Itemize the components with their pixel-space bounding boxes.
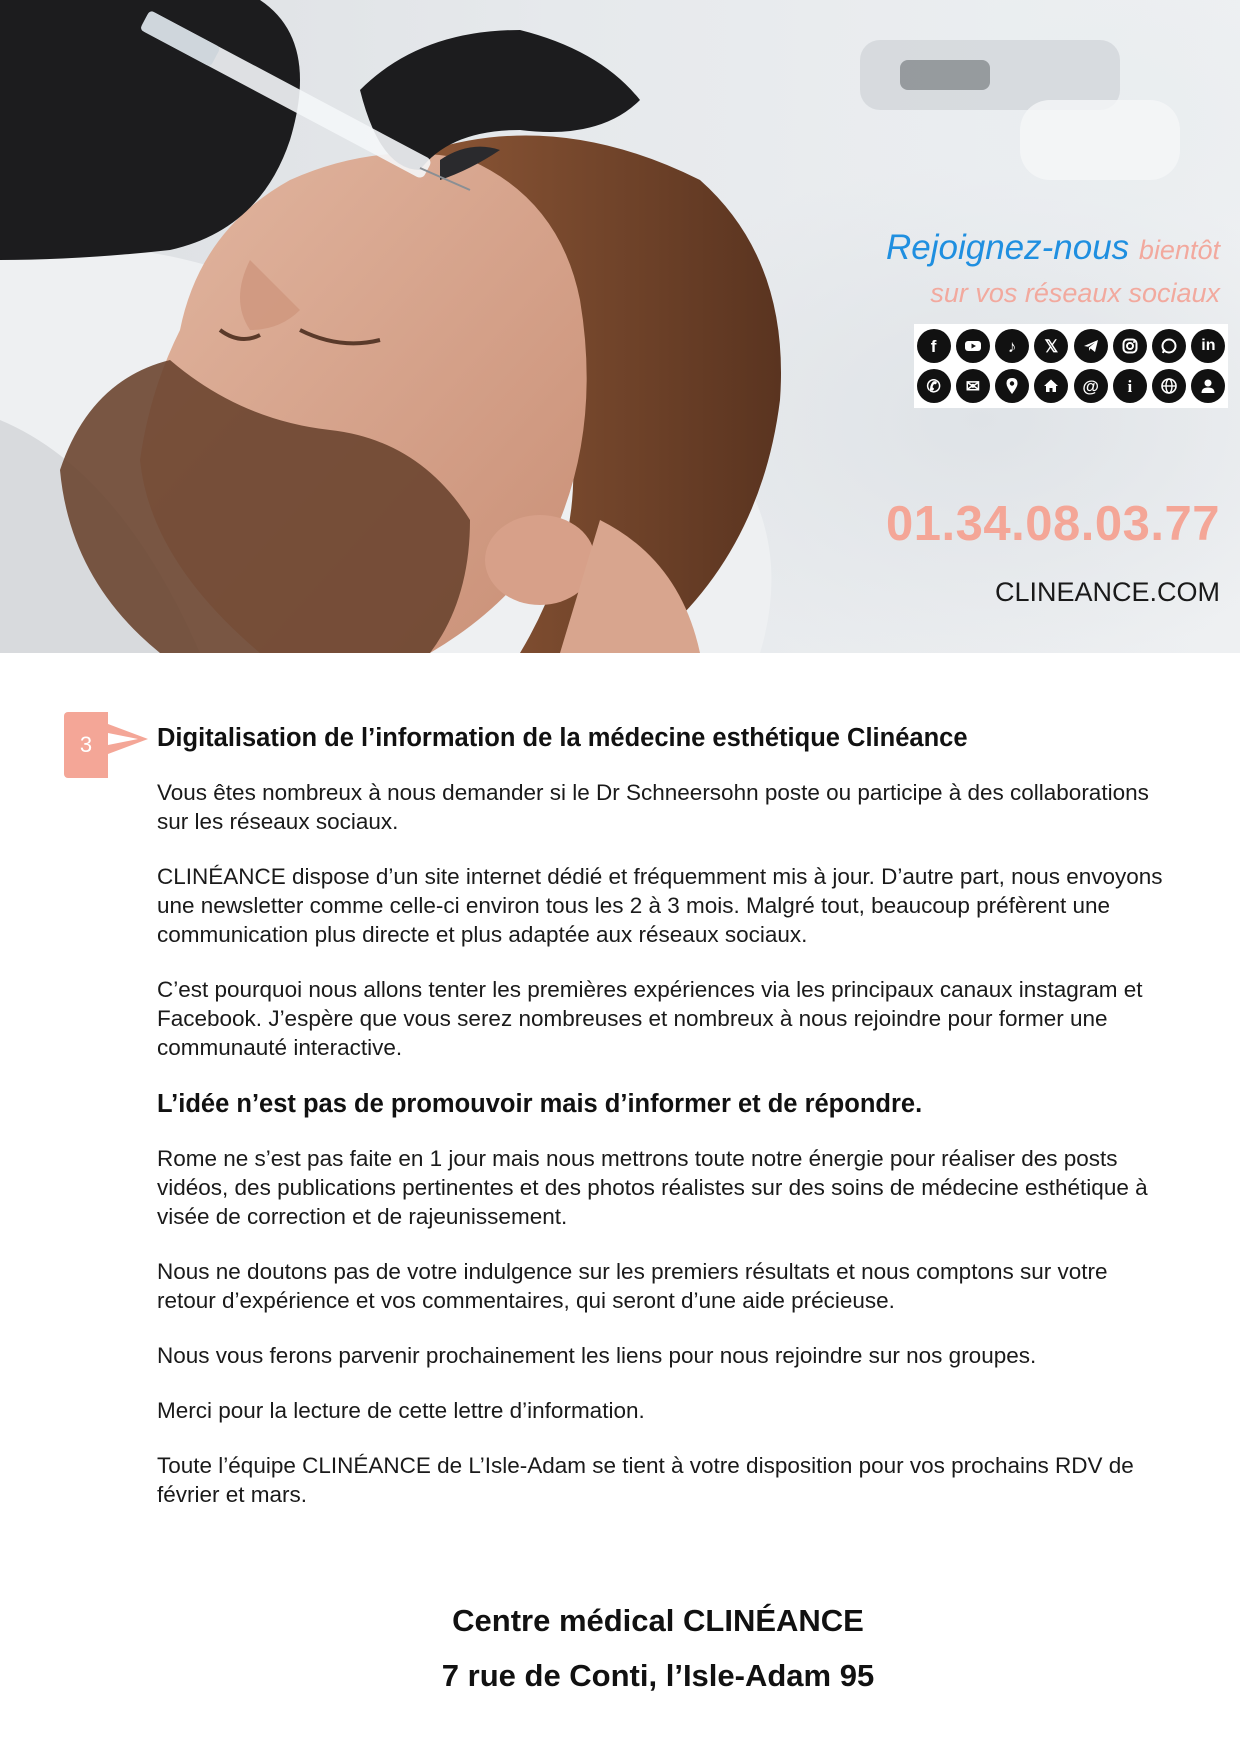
instagram-icon[interactable] [1113,329,1147,363]
footer-center-name: Centre médical CLINÉANCE [452,1603,864,1638]
globe-icon[interactable] [1152,369,1186,403]
article-title: Digitalisation de l’information de la médecine esthétique Clinéance [157,724,968,752]
website-link[interactable]: CLINEANCE.COM [994,577,1220,607]
paragraph-8: Toute l’équipe CLINÉANCE de L’Isle-Adam se tient à votre disposition pour vos prochains RDV de février et mars. [157,1453,1134,1507]
youtube-icon[interactable] [956,329,990,363]
footer-address: 7 rue de Conti, l’Isle-Adam 95 [441,1658,875,1693]
phone-icon[interactable]: ✆ [917,369,951,403]
paragraph-5: Nous ne doutons pas de votre indulgence sur les premiers résultats et nous comptons sur votre retour d’expérience et vos commentaires, qui seront d’une aide précieuse. [157,1259,1108,1313]
tagline-bientot: bientôt [1138,235,1220,265]
phone-number[interactable]: 01.34.08.03.77 [886,497,1220,551]
tagline-line2: sur vos réseaux sociaux [930,278,1220,308]
paragraph-7: Merci pour la lecture de cette lettre d’information. [157,1398,645,1423]
paragraph-2: CLINÉANCE dispose d’un site internet dédié et fréquemment mis à jour. D’autre part, nous envoyons une newsletter comme celle-ci environ tous les 2 à 3 mois. Malgré tout, beaucoup préfèrent une communication plus directe et plus adaptée aux réseaux sociaux. [157,864,1163,947]
hero-banner [0,0,1240,653]
whatsapp-icon[interactable] [1152,329,1186,363]
section-number-badge: 3 [64,712,108,778]
paragraph-6: Nous vous ferons parvenir prochainement les liens pour nous rejoindre sur nos groupes. [157,1343,1037,1368]
facebook-icon[interactable]: f [917,329,951,363]
paragraph-3: C’est pourquoi nous allons tenter les premières expériences via les principaux canaux instagram et Facebook. J’espère que vous serez nombreuses et nombreux à nous rejoindre pour former une communauté interactive. [157,977,1143,1060]
social-icons-panel [914,324,1228,408]
paragraph-1: Vous êtes nombreux à nous demander si le Dr Schneersohn poste ou participe à des collaborations sur les réseaux sociaux. [157,780,1149,834]
home-icon[interactable] [1034,369,1068,403]
article-subtitle: L’idée n’est pas de promouvoir mais d’informer et de répondre. [157,1090,923,1118]
tiktok-icon[interactable]: ♪ [995,329,1029,363]
user-icon[interactable] [1191,369,1225,403]
telegram-icon[interactable] [1074,329,1108,363]
x-icon[interactable]: 𝕏 [1034,329,1068,363]
location-icon[interactable] [995,369,1029,403]
tagline-rejoignez: Rejoignez-nous [885,228,1130,267]
info-icon[interactable]: i [1113,369,1147,403]
article [157,722,1167,1509]
at-icon[interactable]: @ [1074,369,1108,403]
paragraph-4: Rome ne s’est pas faite en 1 jour mais nous mettrons toute notre énergie pour réaliser des posts vidéos, des publications pertinentes et des photos réalistes sur des soins de médecine esthétique à visée de correction et de rajeunissement. [157,1146,1148,1229]
linkedin-icon[interactable]: in [1191,329,1225,363]
tagline-line1 [886,228,1220,268]
email-icon[interactable]: ✉ [956,369,990,403]
badge-arrow-icon [108,724,148,754]
